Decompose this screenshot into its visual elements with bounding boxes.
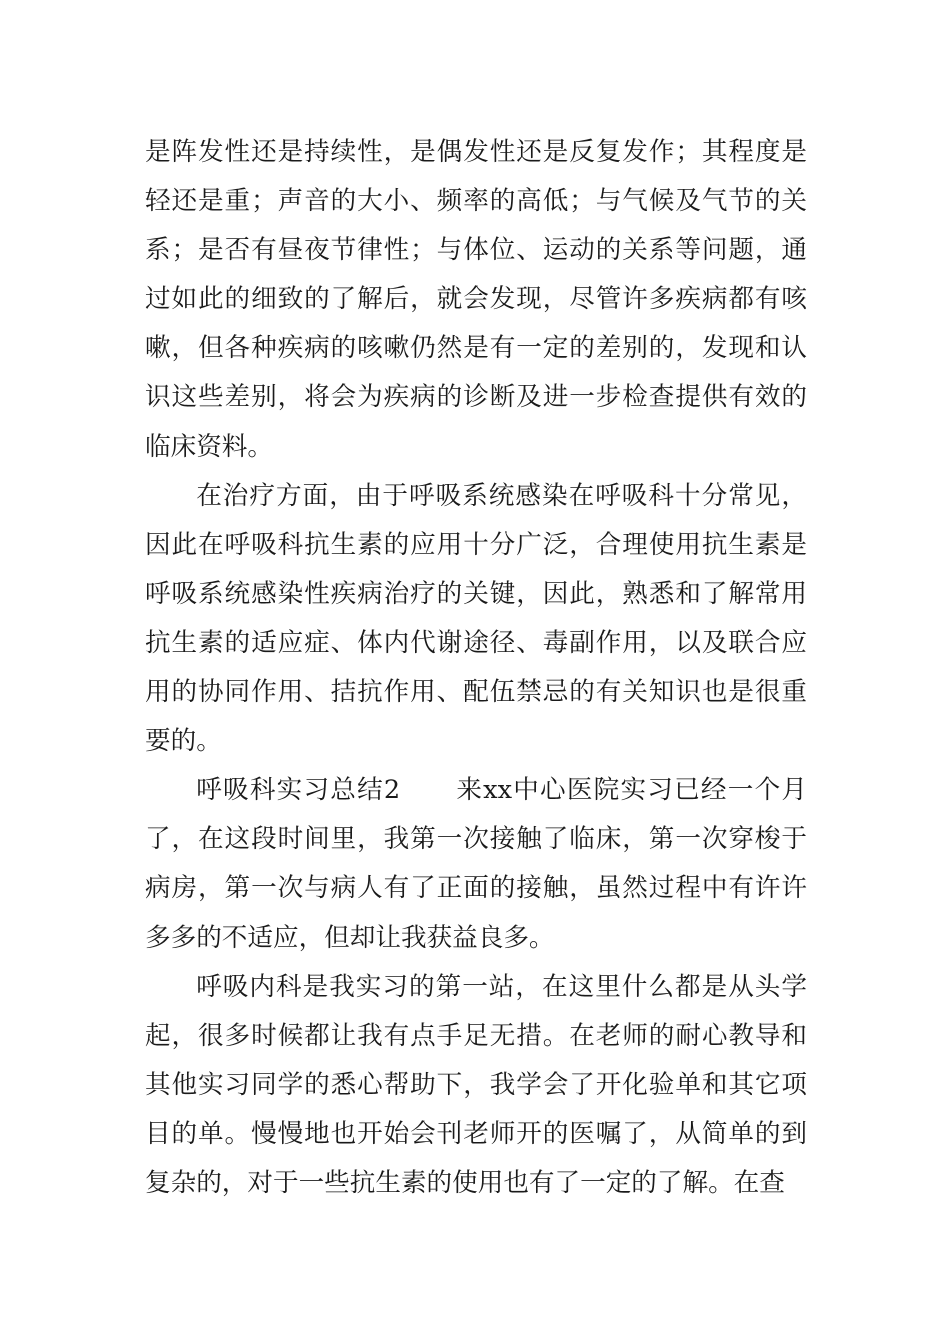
paragraph-3-text: 来xx中心医院实习已经一个月了，在这段时间里，我第一次接触了临床，第一次穿梭于病房，第一次与病人有了正面的接触，虽然过程中有许许多多的不适应，但却让我获益良多。 [145,775,807,953]
document-body [145,128,807,1208]
paragraph-1 [145,128,807,472]
paragraph-2-text: 在治疗方面，由于呼吸系统感染在呼吸科十分常见，因此在呼吸科抗生素的应用十分广泛，合理使用抗生素是呼吸系统感染性疾病治疗的关键，因此，熟悉和了解常用抗生素的适应症、体内代谢途径、毒副作用，以及联合应用的协同作用、拮抗作用、配伍禁忌的有关知识也是很重要的。 [145,480,807,757]
paragraph-2 [145,472,807,767]
paragraph-4-text: 呼吸内科是我实习的第一站，在这里什么都是从头学起，很多时候都让我有点手足无措。在老师的耐心教导和其他实习同学的悉心帮助下，我学会了开化验单和其它项目的单。慢慢地也开始会刊老师开的医嘱了，从简单的到复杂的，对于一些抗生素的使用也有了一定的了解。在查 [145,971,807,1198]
paragraph-4 [145,963,807,1208]
paragraph-1-text: 是阵发性还是持续性，是偶发性还是反复发作；其程度是轻还是重；声音的大小、频率的高低；与气候及气节的关系；是否有昼夜节律性；与体位、运动的关系等问题，通过如此的细致的了解后，就会发现，尽管许多疾病都有咳嗽，但各种疾病的咳嗽仍然是有一定的差别的，发现和认识这些差别，将会为疾病的诊断及进一步检查提供有效的临床资料。 [145,137,807,462]
heading-gap [400,775,456,805]
section-heading: 呼吸科实习总结2 [196,775,401,806]
paragraph-3 [145,766,807,962]
